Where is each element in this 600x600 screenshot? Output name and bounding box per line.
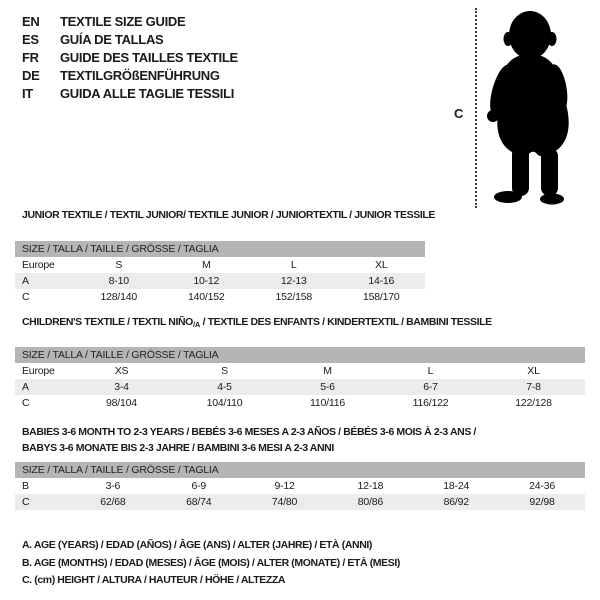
row-label: A [15,379,70,395]
children-title-pre: CHILDREN'S TEXTILE / TEXTIL NIÑO [22,316,193,328]
size-value: L [427,365,434,377]
babies-size-table [15,462,585,510]
junior-section [15,209,435,305]
size-value: 116/122 [412,397,449,409]
legend-line-a: A. AGE (YEARS) / EDAD (AÑOS) / ÂGE (ANS) / ALTER (JAHRE) / ETÀ (ANNI) [22,539,373,551]
language-title: GUIDE DES TAILLES TEXTILE [60,50,238,65]
size-value: 10-12 [163,273,251,289]
size-value: 14-16 [338,273,426,289]
babies-title-line2: BABYS 3-6 MONATE BIS 2-3 JAHRE / BAMBINI 3-6 MESI A 2-3 ANNI [22,442,334,454]
junior-size-table [15,241,425,305]
language-code: ES [22,32,39,47]
size-value: 12-18 [357,480,384,492]
language-row [22,49,238,67]
language-row [22,31,238,49]
junior-table-title: JUNIOR TEXTILE / TEXTIL JUNIOR/ TEXTILE JUNIOR / JUNIORTEXTIL / JUNIOR TESSILE [22,209,435,221]
height-label: C [454,106,464,121]
size-value: 104/110 [206,397,243,409]
table-row [15,395,585,411]
row-label: C [15,494,70,510]
table-row [15,289,425,305]
language-row [22,67,238,85]
row-label: C [22,291,30,303]
size-value: 86/92 [413,494,499,510]
table-row [15,363,585,379]
table-row [15,494,585,510]
baby-figure [450,6,598,212]
size-value: 3-4 [70,379,173,395]
size-value: 122/128 [515,397,552,409]
size-value: 12-13 [250,273,338,289]
size-header-row [15,241,425,257]
size-value: M [323,365,332,377]
size-value: 3-6 [105,480,121,492]
table-row [15,478,585,494]
height-measure-line [475,8,477,208]
size-value: L [290,259,297,271]
legend [22,537,400,590]
size-value: XL [527,365,540,377]
babies-title-line1: BABIES 3-6 MONTH TO 2-3 YEARS / BEBÉS 3-6 MESES A 2-3 AÑOS / BÉBÉS 3-6 MOIS À 2-3 ANS / [22,426,476,438]
size-header-bar: SIZE / TALLA / TAILLE / GRÖSSE / TAGLIA [15,347,585,363]
size-value: 7-8 [482,379,585,395]
language-title: GUIDA ALLE TAGLIE TESSILI [60,86,235,101]
language-code: DE [22,68,40,83]
size-value: 92/98 [499,494,585,510]
size-value: XL [375,259,388,271]
language-row [22,85,238,103]
size-value: 128/140 [100,291,138,303]
language-title: GUÍA DE TALLAS [60,32,164,47]
table-row [15,273,425,289]
language-code: IT [22,86,33,101]
size-value: 110/116 [310,397,345,409]
row-label: A [15,273,75,289]
children-size-table [15,347,585,411]
legend-line-c: C. (cm) HEIGHT / ALTURA / HAUTEUR / HÖHE / ALTEZZA [22,574,286,586]
row-label: Europe [22,259,55,271]
language-title: TEXTILGRÖßENFÜHRUNG [60,68,220,83]
size-value: 98/104 [106,397,137,409]
size-value: 152/158 [275,291,313,303]
size-value: 9-12 [274,480,295,492]
size-value: 6-7 [379,379,482,395]
size-value: 74/80 [242,494,328,510]
table-row [15,379,585,395]
size-value: 4-5 [173,379,276,395]
language-code: EN [22,14,40,29]
size-header-bar: SIZE / TALLA / TAILLE / GRÖSSE / TAGLIA [15,241,425,257]
size-value: 6-9 [191,480,207,492]
row-label: B [22,480,29,492]
size-value: 158/170 [362,291,400,303]
size-value: 62/68 [70,494,156,510]
children-title-post: / TEXTILE DES ENFANTS / KINDERTEXTIL / BAMBINI TESSILE [200,316,492,328]
row-label: C [22,397,30,409]
baby-silhouette-icon [486,8,591,208]
children-title-subscript: /A [192,320,201,329]
language-row [22,13,238,31]
language-title: TEXTILE SIZE GUIDE [60,14,186,29]
size-value: 5-6 [276,379,379,395]
babies-table-title [15,424,585,456]
babies-section [15,424,585,510]
size-value: 8-10 [75,273,163,289]
size-value: 18-24 [443,480,470,492]
children-section [15,316,585,411]
size-header-row [15,462,585,478]
size-value: 68/74 [156,494,242,510]
row-label: Europe [22,365,55,377]
size-value: M [201,259,211,271]
table-row [15,257,425,273]
size-value: S [221,365,228,377]
size-header-bar: SIZE / TALLA / TAILLE / GRÖSSE / TAGLIA [15,462,585,478]
size-value: 80/86 [327,494,413,510]
size-value: 24-36 [529,480,555,492]
size-value: S [115,259,123,271]
size-header-row [15,347,585,363]
legend-line-b: B. AGE (MONTHS) / EDAD (MESES) / ÂGE (MOIS) / ALTER (MONATE) / ETÀ (MESI) [22,556,400,569]
children-table-title [15,316,585,331]
size-value: 140/152 [187,291,225,303]
language-code: FR [22,50,39,65]
size-value: XS [114,365,129,377]
language-list [22,13,238,103]
